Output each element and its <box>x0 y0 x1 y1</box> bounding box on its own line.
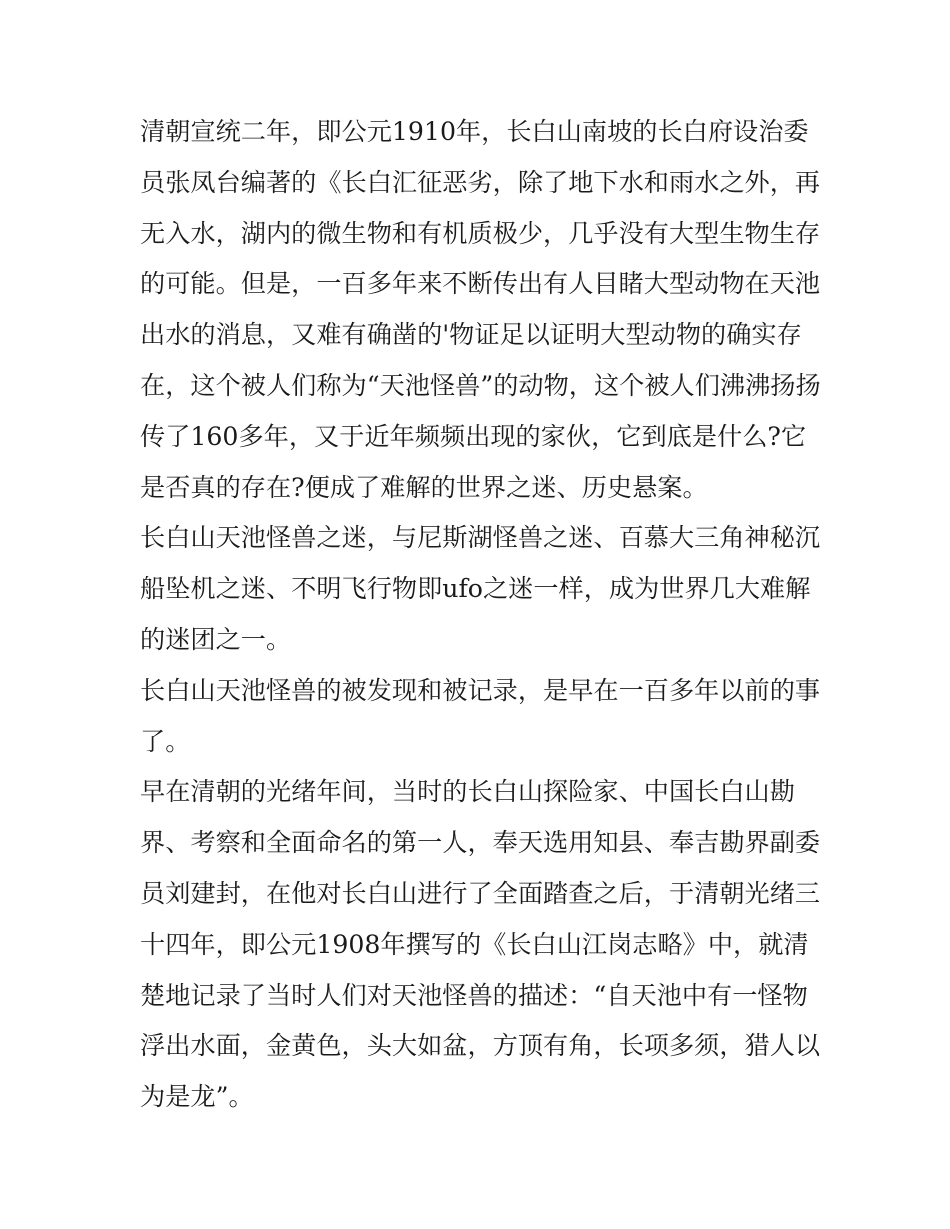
text-line: 早在清朝的光绪年间，当时的长白山探险家、中国长白山勘 <box>140 777 795 807</box>
text-line: 清朝宣统二年，即公元1910年，长白山南坡的长白府设治委 <box>140 117 809 146</box>
paragraph-3 <box>140 666 821 768</box>
paragraph-4 <box>140 767 821 1123</box>
text-line: 是否真的存在?便成了难解的世界之迷、历史悬案。 <box>140 472 708 502</box>
text-line: 浮出水面，金黄色，头大如盆，方顶有角，长项多须，猎人以 <box>140 1031 821 1061</box>
paragraph-1 <box>140 107 821 513</box>
text-line: 界、考察和全面命名的第一人，奉天选用知县、奉吉勘界副委 <box>140 828 821 858</box>
text-line: 传了160多年，又于近年频频出现的家伙，它到底是什么?它 <box>140 421 807 451</box>
text-line: 船坠机之迷、不明飞行物即ufo之迷一样，成为世界几大难解 <box>140 574 811 604</box>
text-line: 长白山天池怪兽的被发现和被记录，是早在一百多年以前的事 <box>140 675 821 705</box>
text-line: 无入水，湖内的微生物和有机质极少，几乎没有大型生物生存 <box>140 218 821 248</box>
text-line: 员刘建封，在他对长白山进行了全面踏查之后，于清朝光绪三 <box>140 878 821 908</box>
text-line: 了。 <box>140 726 191 756</box>
text-line: 长白山天池怪兽之迷，与尼斯湖怪兽之迷、百慕大三角神秘沉 <box>140 523 821 553</box>
text-line: 出水的消息，又难有确凿的'物证足以证明大型动物的确实存 <box>140 320 802 350</box>
text-line: 十四年，即公元1908年撰写的《长白山江岗志略》中，就清 <box>140 929 809 959</box>
text-line: 的迷团之一。 <box>140 624 292 654</box>
text-line: 为是龙”。 <box>140 1082 254 1112</box>
text-line: 的可能。但是，一百多年来不断传出有人目睹大型动物在天池 <box>140 269 821 299</box>
text-line: 员张凤台编著的《长白汇征恶劣，除了地下水和雨水之外，再 <box>140 167 821 197</box>
text-line: 在，这个被人们称为“天池怪兽”的动物，这个被人们沸沸扬扬 <box>140 370 821 400</box>
document-page <box>140 107 821 1123</box>
paragraph-2 <box>140 513 821 665</box>
text-line: 楚地记录了当时人们对天池怪兽的描述：“自天池中有一怪物 <box>140 980 808 1010</box>
